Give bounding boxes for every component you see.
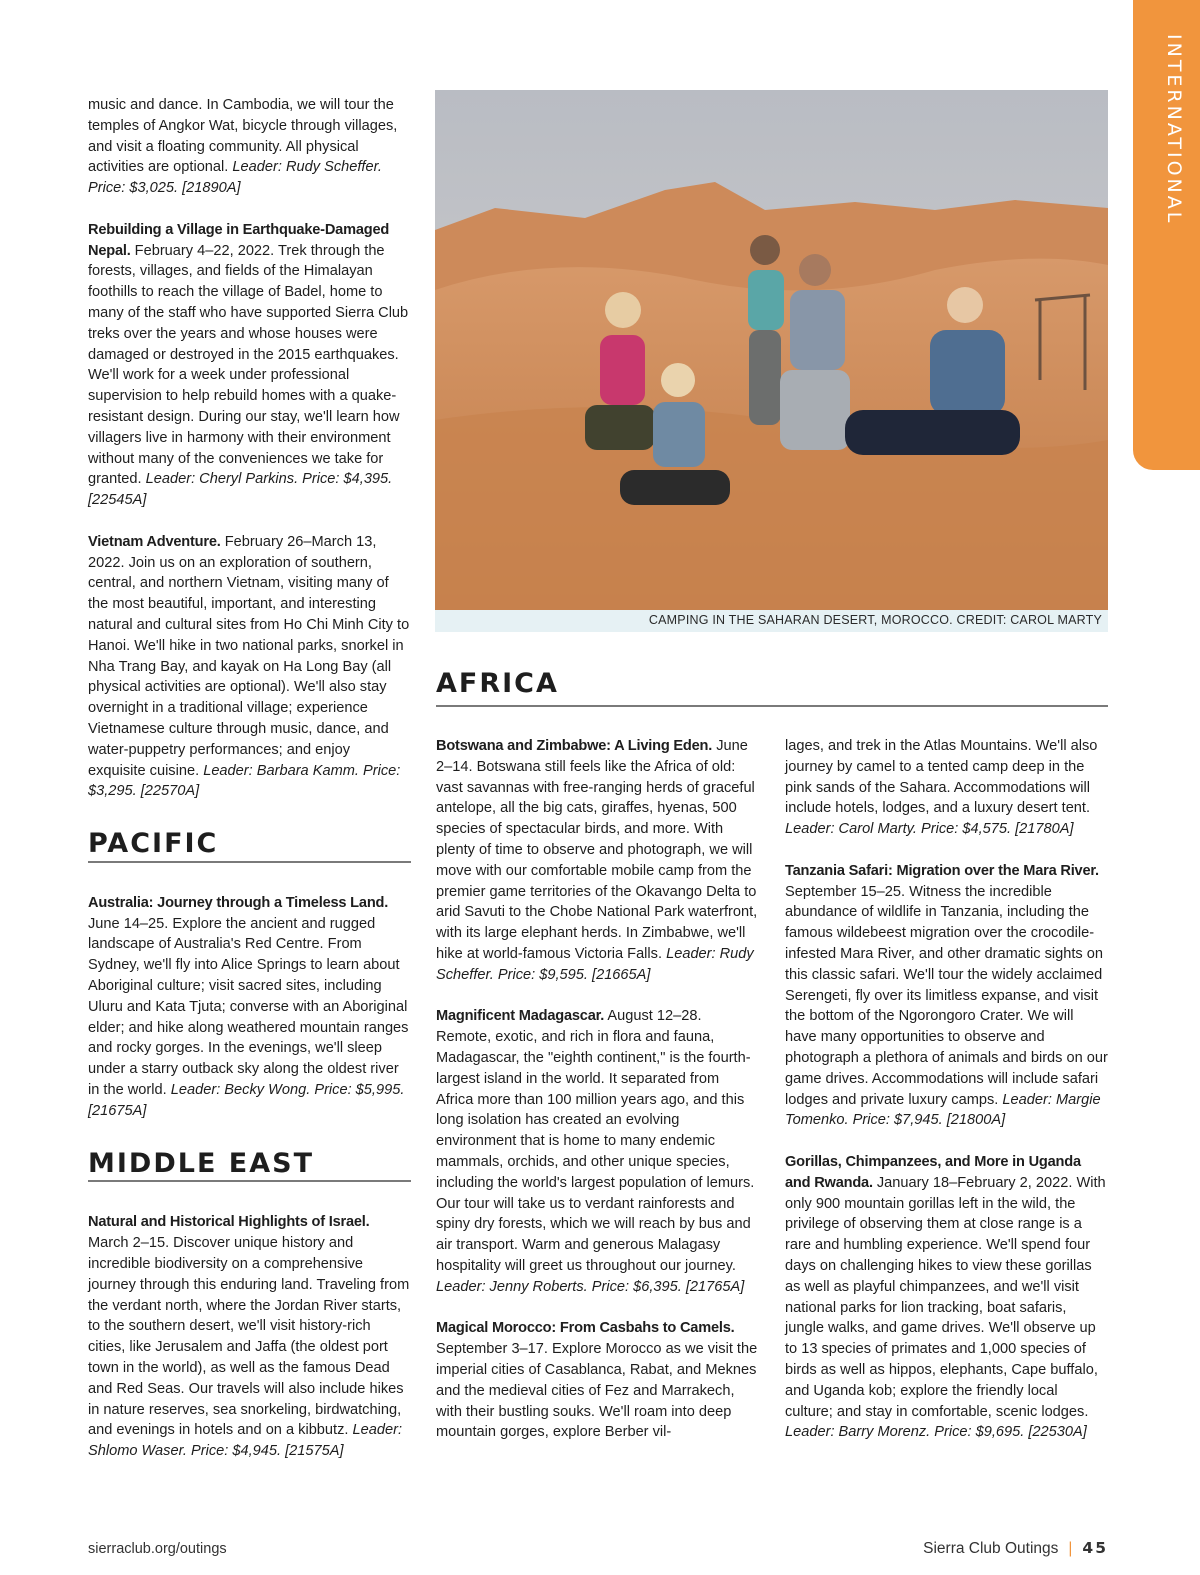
trip-madagascar: [436, 1006, 758, 1297]
trip-meta: Leader: Shlomo Waser. Price: $4,945. [21575A]: [88, 1422, 403, 1460]
trip-gorillas: [785, 1152, 1108, 1443]
trip-body: music and dance. In Cambodia, we will tour the temples of Angkor Wat, bicycle through villages, and visit a floating community. All physical activities are optional.: [88, 97, 398, 176]
trip-meta: Leader: Barry Morenz. Price: $9,695. [22530A]: [785, 1424, 1087, 1441]
section-heading-middle-east: MIDDLE EAST: [88, 1154, 411, 1183]
trip-meta: Leader: Barbara Kamm. Price: $3,295. [22570A]: [88, 762, 401, 800]
trip-meta: Leader: Carol Marty. Price: $4,575. [21780A]: [785, 821, 1074, 838]
section-tab-label: INTERNATIONAL: [1163, 34, 1185, 226]
trip-morocco: [436, 1318, 758, 1443]
footer-publication: [923, 1539, 1108, 1558]
trip-body: lages, and trek in the Atlas Mountains. We'll also journey by camel to a tented camp deep in the pink sands of the Sahara. Accommodations will include hotels, lodges, and a luxury desert tent.: [785, 738, 1098, 817]
africa-column-right: [785, 736, 1108, 1464]
trip-cambodia-continued: [88, 95, 411, 199]
photo-caption-bar: [435, 610, 1108, 632]
trip-body: August 12–28. Remote, exotic, and rich in flora and fauna, Madagascar, the "eighth continent," is the fourth-largest island in the world. It separated from Africa more than 100 million years ago, and this long isolation has created an evolving environment that is home to many endemic mammals, orchids, and other unique species, including the world's largest population of lemurs. Our tour will take us to verdant rainforests and spiny dry forests, which we will reach by bus and air transport. Warm and generous Malagasy hospitality will greet us throughout our journey.: [436, 1008, 755, 1274]
trip-meta: Leader: Margie Tomenko. Price: $7,945. [21800A]: [785, 1091, 1101, 1129]
trip-meta: Leader: Jenny Roberts. Price: $6,395. [21765A]: [436, 1278, 745, 1295]
trip-title: Botswana and Zimbabwe: A Living Eden.: [436, 738, 713, 754]
footer-separator: |: [1068, 1540, 1073, 1557]
trip-meta: Leader: Rudy Scheffer. Price: $3,025. [21890A]: [88, 159, 382, 197]
section-heading-pacific: PACIFIC: [88, 834, 411, 863]
trip-tanzania: [785, 861, 1108, 1131]
section-heading-africa: AFRICA: [436, 668, 1108, 707]
trip-title: Natural and Historical Highlights of Israel.: [88, 1214, 370, 1231]
trip-morocco-continued: [785, 736, 1108, 840]
publication-name: Sierra Club Outings: [923, 1540, 1059, 1557]
trip-israel: [88, 1212, 411, 1462]
trip-title: Australia: Journey through a Timeless Land.: [88, 894, 389, 911]
trip-title: Tanzania Safari: Migration over the Mara River.: [785, 862, 1099, 879]
left-column: [88, 95, 411, 1483]
trip-meta: Leader: Becky Wong. Price: $5,995. [21675A]: [88, 1082, 405, 1119]
trip-body: September 15–25. Witness the incredible abundance of wildlife in Tanzania, including the famous wildebeest migration over the crocodile-infested Mara River, and other dramatic sights on this classic safari. We'll tour the widely acclaimed Serengeti, fly over its limitless expanse, and visit the bottom of the Ngorongoro Crater. We will have many opportunities to observe and photograph a plethora of animals and birds on our game drives. Accommodations will include safari lodges and private luxury camps.: [785, 883, 1108, 1108]
trip-australia: [88, 893, 411, 1122]
trip-body: March 2–15. Discover unique history and incredible biodiversity on a comprehensive journey through this enduring land. Traveling from the verdant north, where the Jordan River starts, to the southern desert, we'll visit history-rich cities, like Jerusalem and Jaffa (the oldest port town in the world), as well as the famous Dead and Red Seas. Our travels will also include hikes in nature reserves, sea snorkeling, birdwatching, and evenings in hotels and on a kibbutz.: [88, 1235, 410, 1439]
desert-group-photo: [435, 90, 1108, 610]
trip-title: Magical Morocco: From Casbahs to Camels.: [436, 1320, 735, 1337]
trip-body: June 14–25. Explore the ancient and rugged landscape of Australia's Red Centre. From Sydney, we'll fly into Alice Springs to learn about Aboriginal culture; visit sacred sites, including Uluru and Kata Tjuta; converse with an Aboriginal elder; and hike along weathered mountain ranges and rocky gorges. In the evenings, we'll sleep under a starry outback sky along the oldest river in the world.: [88, 915, 409, 1099]
page-number: 45: [1082, 1539, 1108, 1557]
trip-meta: Leader: Rudy Scheffer. Price: $9,595. [21665A]: [436, 945, 754, 983]
trip-title: Rebuilding a Village in Earthquake-Damaged Nepal.: [88, 221, 390, 259]
trip-vietnam: [88, 532, 411, 802]
trip-title: Gorillas, Chimpanzees, and More in Uganda and Rwanda.: [785, 1153, 1081, 1191]
trip-body: June 2–14. Botswana still feels like the Africa of old: vast savannas with free-ranging herds of graceful antelope, all the big cats, giraffes, hyenas, 500 species of spectacular birds, and more. With plenty of time to observe and photograph, we will move with our comfortable mobile camp from the premier game territories of the Okavango Delta to arid Savuti to the Chobe National Park waterfront, with its large elephant herds. In Zimbabwe, we'll hike at world-famous Victoria Falls.: [436, 738, 758, 962]
trip-title: Vietnam Adventure.: [88, 533, 221, 550]
trip-title: Magnificent Madagascar.: [436, 1008, 605, 1025]
trip-nepal: [88, 220, 411, 511]
trip-botswana: [436, 736, 758, 986]
trip-body: September 3–17. Explore Morocco as we visit the imperial cities of Casablanca, Rabat, and Meknes and the medieval cities of Fez and Marrakech, with their bustling souks. We'll roam into deep mountain gorges, explore Berber vil-: [436, 1341, 758, 1441]
trip-body: January 18–February 2, 2022. With only 900 mountain gorillas left in the wild, the privilege of observing them at close range is a rare and humbling experience. We'll spend four days on challenging hikes to view these gorillas as well as playful chimpanzees, and we'll visit national parks for lion tracking, boat safaris, jungle walks, and game drives. We'll observe up to 13 species of primates and 1,000 species of birds as well as hippos, elephants, Cape buffalo, and Uganda kob; explore the friendly local culture; and stay in comfortable, scenic lodges.: [785, 1174, 1106, 1420]
photo-caption: CAMPING IN THE SAHARAN DESERT, MOROCCO. CREDIT: CAROL MARTY: [648, 613, 1102, 627]
footer-url[interactable]: sierraclub.org/outings: [88, 1541, 227, 1557]
trip-meta: Leader: Cheryl Parkins. Price: $4,395. [22545A]: [88, 471, 393, 509]
africa-column-left: [436, 736, 758, 1464]
trip-body: February 26–March 13, 2022. Join us on an exploration of southern, central, and northern Vietnam, visiting many of the most beautiful, important, and interesting natural and cultural sites from Ho Chi Minh City to Hanoi. We'll hike in two national parks, snorkel in Nha Trang Bay, and kayak on Ha Long Bay (all physical activities are optional). We'll also stay overnight in a traditional village; experience Vietnamese culture through music, dance, and water-puppetry performances; and enjoy exquisite cuisine.: [88, 533, 410, 779]
trip-body: February 4–22, 2022. Trek through the forests, villages, and fields of the Himalayan foothills to reach the village of Badel, home to many of the staff who have supported Sierra Club treks over the years and whose houses were damaged or destroyed in the 2015 earthquakes. We'll work for a week under professional supervision to help rebuild homes with a quake-resistant design. During our stay, we'll learn how villagers live in harmony with their environment without many of the conveniences we take for granted.: [88, 242, 409, 488]
